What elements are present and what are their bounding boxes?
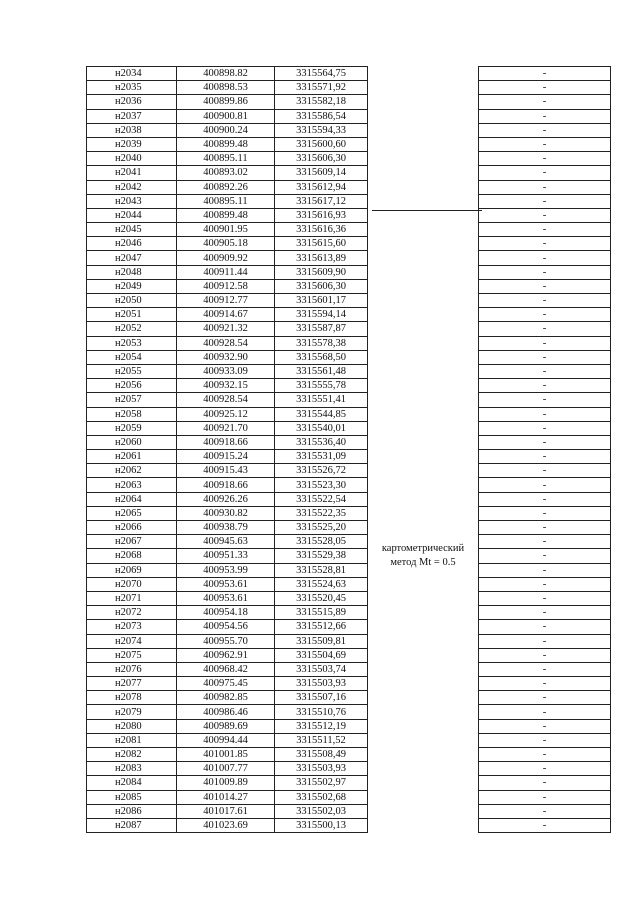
x-coordinate-cell: 400954.56 <box>177 620 275 634</box>
point-name-cell: н2061 <box>87 450 177 464</box>
y-coordinate-cell: 3315512,19 <box>275 719 368 733</box>
point-name-cell: н2072 <box>87 606 177 620</box>
description-cell: - <box>479 648 611 662</box>
description-cell: - <box>479 180 611 194</box>
point-name-cell: н2069 <box>87 563 177 577</box>
table-row <box>87 81 611 95</box>
x-coordinate-cell: 400953.99 <box>177 563 275 577</box>
x-coordinate-cell: 401001.85 <box>177 748 275 762</box>
point-name-cell: н2059 <box>87 421 177 435</box>
point-name-cell: н2073 <box>87 620 177 634</box>
x-coordinate-cell: 400928.54 <box>177 393 275 407</box>
x-coordinate-cell: 400962.91 <box>177 648 275 662</box>
x-coordinate-cell: 400954.18 <box>177 606 275 620</box>
y-coordinate-cell: 3315522,54 <box>275 492 368 506</box>
x-coordinate-cell: 400915.24 <box>177 450 275 464</box>
point-name-cell: н2049 <box>87 279 177 293</box>
y-coordinate-cell: 3315529,38 <box>275 549 368 563</box>
point-name-cell: н2039 <box>87 137 177 151</box>
description-cell: - <box>479 634 611 648</box>
point-name-cell: н2084 <box>87 776 177 790</box>
x-coordinate-cell: 400955.70 <box>177 634 275 648</box>
table-row <box>87 265 611 279</box>
table-row <box>87 237 611 251</box>
description-cell: - <box>479 223 611 237</box>
coordinates-table-wrapper <box>86 66 606 833</box>
point-name-cell: н2035 <box>87 81 177 95</box>
y-coordinate-cell: 3315511,52 <box>275 733 368 747</box>
point-name-cell: н2075 <box>87 648 177 662</box>
table-row <box>87 705 611 719</box>
y-coordinate-cell: 3315616,36 <box>275 223 368 237</box>
y-coordinate-cell: 3315502,97 <box>275 776 368 790</box>
x-coordinate-cell: 400909.92 <box>177 251 275 265</box>
y-coordinate-cell: 3315600,60 <box>275 137 368 151</box>
table-row <box>87 336 611 350</box>
point-name-cell: н2058 <box>87 407 177 421</box>
y-coordinate-cell: 3315594,14 <box>275 308 368 322</box>
description-cell: - <box>479 265 611 279</box>
x-coordinate-cell: 400899.48 <box>177 208 275 222</box>
table-row <box>87 748 611 762</box>
description-cell: - <box>479 421 611 435</box>
x-coordinate-cell: 400899.48 <box>177 137 275 151</box>
point-name-cell: н2079 <box>87 705 177 719</box>
point-name-cell: н2067 <box>87 535 177 549</box>
table-row <box>87 719 611 733</box>
y-coordinate-cell: 3315615,60 <box>275 237 368 251</box>
point-name-cell: н2038 <box>87 123 177 137</box>
x-coordinate-cell: 401023.69 <box>177 818 275 832</box>
x-coordinate-cell: 400895.11 <box>177 194 275 208</box>
x-coordinate-cell: 401007.77 <box>177 762 275 776</box>
point-name-cell: н2042 <box>87 180 177 194</box>
point-name-cell: н2043 <box>87 194 177 208</box>
y-coordinate-cell: 3315555,78 <box>275 379 368 393</box>
x-coordinate-cell: 400975.45 <box>177 677 275 691</box>
x-coordinate-cell: 400945.63 <box>177 535 275 549</box>
table-row <box>87 223 611 237</box>
table-row <box>87 634 611 648</box>
description-cell: - <box>479 748 611 762</box>
point-name-cell: н2078 <box>87 691 177 705</box>
point-name-cell: н2087 <box>87 818 177 832</box>
point-name-cell: н2071 <box>87 591 177 605</box>
y-coordinate-cell: 3315503,74 <box>275 662 368 676</box>
table-row <box>87 620 611 634</box>
description-cell: - <box>479 81 611 95</box>
description-cell: - <box>479 577 611 591</box>
point-name-cell: н2066 <box>87 521 177 535</box>
table-row <box>87 251 611 265</box>
description-cell: - <box>479 492 611 506</box>
description-cell: - <box>479 137 611 151</box>
table-row <box>87 591 611 605</box>
y-coordinate-cell: 3315568,50 <box>275 350 368 364</box>
y-coordinate-cell: 3315502,03 <box>275 804 368 818</box>
description-cell: - <box>479 166 611 180</box>
description-cell: - <box>479 336 611 350</box>
description-cell: - <box>479 393 611 407</box>
table-row <box>87 379 611 393</box>
y-coordinate-cell: 3315606,30 <box>275 152 368 166</box>
point-name-cell: н2041 <box>87 166 177 180</box>
point-name-cell: н2062 <box>87 464 177 478</box>
point-name-cell: н2054 <box>87 350 177 364</box>
y-coordinate-cell: 3315508,49 <box>275 748 368 762</box>
description-cell: - <box>479 322 611 336</box>
x-coordinate-cell: 400901.95 <box>177 223 275 237</box>
coordinates-table-body <box>87 67 611 833</box>
description-cell: - <box>479 762 611 776</box>
description-cell: - <box>479 308 611 322</box>
y-coordinate-cell: 3315578,38 <box>275 336 368 350</box>
description-cell: - <box>479 521 611 535</box>
y-coordinate-cell: 3315587,87 <box>275 322 368 336</box>
y-coordinate-cell: 3315609,14 <box>275 166 368 180</box>
table-row <box>87 818 611 832</box>
table-row <box>87 166 611 180</box>
point-name-cell: н2051 <box>87 308 177 322</box>
point-name-cell: н2036 <box>87 95 177 109</box>
y-coordinate-cell: 3315531,09 <box>275 450 368 464</box>
table-row <box>87 464 611 478</box>
y-coordinate-cell: 3315524,63 <box>275 577 368 591</box>
point-name-cell: н2057 <box>87 393 177 407</box>
table-row <box>87 123 611 137</box>
description-cell: - <box>479 620 611 634</box>
x-coordinate-cell: 400892.26 <box>177 180 275 194</box>
table-row <box>87 435 611 449</box>
y-coordinate-cell: 3315507,16 <box>275 691 368 705</box>
point-name-cell: н2086 <box>87 804 177 818</box>
y-coordinate-cell: 3315520,45 <box>275 591 368 605</box>
description-cell: - <box>479 407 611 421</box>
table-row <box>87 67 611 81</box>
table-row <box>87 535 611 549</box>
description-cell: - <box>479 705 611 719</box>
table-row <box>87 308 611 322</box>
table-row <box>87 606 611 620</box>
point-name-cell: н2056 <box>87 379 177 393</box>
table-row <box>87 407 611 421</box>
description-cell: - <box>479 364 611 378</box>
x-coordinate-cell: 400898.53 <box>177 81 275 95</box>
x-coordinate-cell: 400953.61 <box>177 577 275 591</box>
x-coordinate-cell: 400895.11 <box>177 152 275 166</box>
y-coordinate-cell: 3315502,68 <box>275 790 368 804</box>
x-coordinate-cell: 400893.02 <box>177 166 275 180</box>
table-row <box>87 322 611 336</box>
table-row <box>87 804 611 818</box>
y-coordinate-cell: 3315512,66 <box>275 620 368 634</box>
y-coordinate-cell: 3315612,94 <box>275 180 368 194</box>
x-coordinate-cell: 400912.58 <box>177 279 275 293</box>
x-coordinate-cell: 400932.90 <box>177 350 275 364</box>
point-name-cell: н2063 <box>87 478 177 492</box>
description-cell: - <box>479 677 611 691</box>
table-row <box>87 421 611 435</box>
description-cell: - <box>479 464 611 478</box>
description-cell: - <box>479 194 611 208</box>
y-coordinate-cell: 3315509,81 <box>275 634 368 648</box>
point-name-cell: н2065 <box>87 506 177 520</box>
method-divider-line <box>372 210 482 211</box>
description-cell: - <box>479 435 611 449</box>
table-row <box>87 733 611 747</box>
point-name-cell: н2070 <box>87 577 177 591</box>
description-cell: - <box>479 478 611 492</box>
point-name-cell: н2034 <box>87 67 177 81</box>
table-row <box>87 364 611 378</box>
point-name-cell: н2074 <box>87 634 177 648</box>
point-name-cell: н2083 <box>87 762 177 776</box>
point-name-cell: н2081 <box>87 733 177 747</box>
table-row <box>87 180 611 194</box>
point-name-cell: н2055 <box>87 364 177 378</box>
table-row <box>87 662 611 676</box>
x-coordinate-cell: 400905.18 <box>177 237 275 251</box>
x-coordinate-cell: 400899.86 <box>177 95 275 109</box>
x-coordinate-cell: 400951.33 <box>177 549 275 563</box>
x-coordinate-cell: 400953.61 <box>177 591 275 605</box>
table-row <box>87 521 611 535</box>
y-coordinate-cell: 3315504,69 <box>275 648 368 662</box>
table-row <box>87 208 611 222</box>
y-coordinate-cell: 3315616,93 <box>275 208 368 222</box>
y-coordinate-cell: 3315606,30 <box>275 279 368 293</box>
description-cell: - <box>479 691 611 705</box>
x-coordinate-cell: 400918.66 <box>177 435 275 449</box>
y-coordinate-cell: 3315601,17 <box>275 294 368 308</box>
table-row <box>87 194 611 208</box>
x-coordinate-cell: 400900.81 <box>177 109 275 123</box>
description-cell: - <box>479 95 611 109</box>
description-cell: - <box>479 208 611 222</box>
y-coordinate-cell: 3315515,89 <box>275 606 368 620</box>
table-row <box>87 563 611 577</box>
point-name-cell: н2050 <box>87 294 177 308</box>
point-name-cell: н2047 <box>87 251 177 265</box>
x-coordinate-cell: 400938.79 <box>177 521 275 535</box>
table-row <box>87 577 611 591</box>
x-coordinate-cell: 400986.46 <box>177 705 275 719</box>
x-coordinate-cell: 401009.89 <box>177 776 275 790</box>
y-coordinate-cell: 3315564,75 <box>275 67 368 81</box>
y-coordinate-cell: 3315525,20 <box>275 521 368 535</box>
x-coordinate-cell: 400914.67 <box>177 308 275 322</box>
y-coordinate-cell: 3315594,33 <box>275 123 368 137</box>
point-name-cell: н2064 <box>87 492 177 506</box>
y-coordinate-cell: 3315561,48 <box>275 364 368 378</box>
point-name-cell: н2085 <box>87 790 177 804</box>
y-coordinate-cell: 3315526,72 <box>275 464 368 478</box>
point-name-cell: н2046 <box>87 237 177 251</box>
method-label: картометрический <box>381 542 465 554</box>
y-coordinate-cell: 3315503,93 <box>275 762 368 776</box>
description-cell: - <box>479 733 611 747</box>
y-coordinate-cell: 3315503,93 <box>275 677 368 691</box>
y-coordinate-cell: 3315540,01 <box>275 421 368 435</box>
table-row <box>87 648 611 662</box>
table-row <box>87 450 611 464</box>
point-name-cell: н2040 <box>87 152 177 166</box>
description-cell: - <box>479 719 611 733</box>
point-name-cell: н2068 <box>87 549 177 563</box>
table-row <box>87 478 611 492</box>
point-name-cell: н2077 <box>87 677 177 691</box>
description-cell: - <box>479 294 611 308</box>
x-coordinate-cell: 400900.24 <box>177 123 275 137</box>
point-name-cell: н2037 <box>87 109 177 123</box>
y-coordinate-cell: 3315613,89 <box>275 251 368 265</box>
point-name-cell: н2045 <box>87 223 177 237</box>
y-coordinate-cell: 3315582,18 <box>275 95 368 109</box>
description-cell: - <box>479 109 611 123</box>
method-cell <box>368 67 479 833</box>
table-row <box>87 137 611 151</box>
point-name-cell: н2076 <box>87 662 177 676</box>
x-coordinate-cell: 400968.42 <box>177 662 275 676</box>
x-coordinate-cell: 400994.44 <box>177 733 275 747</box>
point-name-cell: н2080 <box>87 719 177 733</box>
coordinates-table <box>86 66 611 833</box>
table-row <box>87 294 611 308</box>
table-row <box>87 776 611 790</box>
description-cell: - <box>479 152 611 166</box>
x-coordinate-cell: 401014.27 <box>177 790 275 804</box>
point-name-cell: н2060 <box>87 435 177 449</box>
x-coordinate-cell: 400921.70 <box>177 421 275 435</box>
y-coordinate-cell: 3315617,12 <box>275 194 368 208</box>
description-cell: - <box>479 535 611 549</box>
x-coordinate-cell: 400898.82 <box>177 67 275 81</box>
description-cell: - <box>479 279 611 293</box>
x-coordinate-cell: 400918.66 <box>177 478 275 492</box>
table-row <box>87 492 611 506</box>
description-cell: - <box>479 563 611 577</box>
point-name-cell: н2048 <box>87 265 177 279</box>
x-coordinate-cell: 400930.82 <box>177 506 275 520</box>
description-cell: - <box>479 804 611 818</box>
table-row <box>87 95 611 109</box>
x-coordinate-cell: 400933.09 <box>177 364 275 378</box>
y-coordinate-cell: 3315571,92 <box>275 81 368 95</box>
description-cell: - <box>479 251 611 265</box>
y-coordinate-cell: 3315523,30 <box>275 478 368 492</box>
y-coordinate-cell: 3315551,41 <box>275 393 368 407</box>
x-coordinate-cell: 400925.12 <box>177 407 275 421</box>
y-coordinate-cell: 3315586,54 <box>275 109 368 123</box>
description-cell: - <box>479 379 611 393</box>
description-cell: - <box>479 818 611 832</box>
table-row <box>87 691 611 705</box>
description-cell: - <box>479 350 611 364</box>
point-name-cell: н2053 <box>87 336 177 350</box>
x-coordinate-cell: 400928.54 <box>177 336 275 350</box>
y-coordinate-cell: 3315500,13 <box>275 818 368 832</box>
table-row <box>87 350 611 364</box>
y-coordinate-cell: 3315536,40 <box>275 435 368 449</box>
y-coordinate-cell: 3315528,05 <box>275 535 368 549</box>
y-coordinate-cell: 3315544,85 <box>275 407 368 421</box>
description-cell: - <box>479 237 611 251</box>
x-coordinate-cell: 400982.85 <box>177 691 275 705</box>
y-coordinate-cell: 3315522,35 <box>275 506 368 520</box>
description-cell: - <box>479 606 611 620</box>
table-row <box>87 549 611 563</box>
table-row <box>87 152 611 166</box>
y-coordinate-cell: 3315528,81 <box>275 563 368 577</box>
method-accuracy-label: метод Mt = 0.5 <box>390 556 456 568</box>
x-coordinate-cell: 400989.69 <box>177 719 275 733</box>
table-row <box>87 393 611 407</box>
x-coordinate-cell: 400912.77 <box>177 294 275 308</box>
point-name-cell: н2052 <box>87 322 177 336</box>
table-row <box>87 506 611 520</box>
point-name-cell: н2082 <box>87 748 177 762</box>
x-coordinate-cell: 400911.44 <box>177 265 275 279</box>
x-coordinate-cell: 400932.15 <box>177 379 275 393</box>
x-coordinate-cell: 401017.61 <box>177 804 275 818</box>
table-row <box>87 109 611 123</box>
table-row <box>87 677 611 691</box>
description-cell: - <box>479 776 611 790</box>
description-cell: - <box>479 549 611 563</box>
y-coordinate-cell: 3315609,90 <box>275 265 368 279</box>
description-cell: - <box>479 506 611 520</box>
x-coordinate-cell: 400926.26 <box>177 492 275 506</box>
x-coordinate-cell: 400915.43 <box>177 464 275 478</box>
description-cell: - <box>479 790 611 804</box>
description-cell: - <box>479 662 611 676</box>
table-row <box>87 762 611 776</box>
y-coordinate-cell: 3315510,76 <box>275 705 368 719</box>
description-cell: - <box>479 123 611 137</box>
point-name-cell: н2044 <box>87 208 177 222</box>
table-row <box>87 790 611 804</box>
description-cell: - <box>479 591 611 605</box>
table-row <box>87 279 611 293</box>
description-cell: - <box>479 67 611 81</box>
description-cell: - <box>479 450 611 464</box>
x-coordinate-cell: 400921.32 <box>177 322 275 336</box>
